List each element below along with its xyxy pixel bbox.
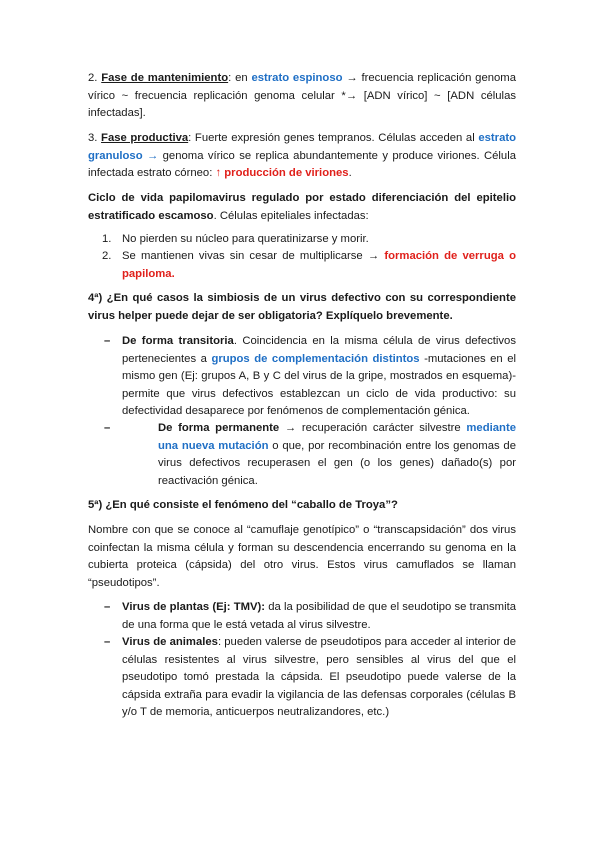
list-item xyxy=(88,599,516,635)
list-number: 1. xyxy=(102,233,112,245)
paragraph-caballo-troya: Nombre con que se conoce al “camuflaje genotípico” o “transcapsidación” dos virus coinfectan la misma célula y forman su descendencia encerrando su genoma en la cubierta proteica (cápsida) del otro virus. Estos virus camuflados se llaman “pseudotipos”. xyxy=(88,524,516,589)
text: genoma vírico se replica abundantemente y produce viriones. Célula infectada estrato córneo: xyxy=(88,149,516,180)
dash-bullet: – xyxy=(104,601,111,613)
item-number: 3. xyxy=(88,132,102,144)
text: : pueden valerse de pseudotipos para acceder al interior de células resistentes al virus silvestre, pero sensibles al virus del que el pseudotipo tomó prestada la cápsida. El pseudotipo puede valerse de la cápsida extraña para evadir la vigilancia de las defensas corporales (células B y/o T de memoria, anticuerpos neutralizandores, etc.) xyxy=(122,636,516,719)
dash-bullet: – xyxy=(104,422,111,434)
question-5: 5ª) ¿En qué consiste el fenómeno del “caballo de Troya”? xyxy=(88,499,398,511)
highlight-grupos-complementacion: grupos de complementación distintos xyxy=(211,352,420,365)
paragraph-ciclo-vida xyxy=(88,190,516,225)
term-fase-productiva: Fase productiva xyxy=(101,132,189,144)
item-number: 2. xyxy=(88,72,102,84)
text: : en xyxy=(228,72,252,84)
dash-bullet: – xyxy=(104,636,111,648)
highlight-estrato-espinoso: estrato espinoso xyxy=(251,72,343,84)
list-item xyxy=(88,248,516,284)
list-number: 2. xyxy=(102,250,112,262)
list-text xyxy=(122,333,516,421)
bold-term: Virus de animales xyxy=(122,636,218,648)
text: Se mantienen vivas sin cesar de multiplicarse → xyxy=(122,250,385,262)
list-text: No pierden su núcleo para queratinizarse y morir. xyxy=(122,233,369,245)
term-fase-mantenimiento: Fase de mantenimiento xyxy=(101,72,229,84)
text: → recuperación carácter silvestre xyxy=(279,422,467,434)
highlight-verruga: formación de verruga o papiloma. xyxy=(122,250,516,280)
text: o que, por recombinación entre los genomas de virus defectivos recuperasen el gen (o los genes) dañado(s) por reactivación génica. xyxy=(158,439,516,487)
text: da la posibilidad de que el seudotipo se transmita de una forma que le está vetada al virus silvestre. xyxy=(122,601,517,631)
highlight-estrato-granuloso: estrato granuloso → xyxy=(88,132,517,162)
list-item xyxy=(88,634,516,724)
highlight-nueva-mutacion: mediante una nueva mutación xyxy=(158,422,516,452)
paragraph-fase-mantenimiento xyxy=(88,70,516,123)
bold-statement: Ciclo de vida papilomavirus regulado por estado diferenciación del epitelio estratificado escamoso xyxy=(88,192,516,222)
text: → frecuencia replicación genoma vírico ~ frecuencia replicación genoma celular *→ [ADN vírico] ~ [ADN células infectadas]. xyxy=(88,72,516,120)
highlight-produccion-viriones: ↑ producción de viriones xyxy=(215,167,349,180)
bold-term: Virus de plantas (Ej: TMV): xyxy=(122,601,266,613)
list-text xyxy=(122,634,516,722)
text: : Fuerte expresión genes tempranos. Células acceden al xyxy=(188,132,479,144)
text: . xyxy=(348,167,352,180)
bold-term: De forma permanente xyxy=(158,422,280,434)
bold-term: De forma transitoria xyxy=(122,335,234,347)
list-text xyxy=(122,599,516,634)
text: . Células epiteliales infectadas: xyxy=(213,209,369,222)
text: . Coincidencia en la misma célula de virus defectivos pertenecientes a xyxy=(122,335,516,365)
dash-bullet: – xyxy=(104,335,111,347)
list-item xyxy=(88,420,516,490)
list-text xyxy=(122,248,516,283)
paragraph-fase-productiva xyxy=(88,130,516,183)
text: -mutaciones en el mismo gen (Ej: grupos A, B y C del virus de la gripe, mostrados en esquema)- permite que virus defectivos establezcan un ciclo de vida productivo: su defectividad desaparece por fenómenos de complementación génica. xyxy=(122,352,517,418)
list-text xyxy=(158,420,516,490)
list-item xyxy=(88,333,516,423)
question-4: 4ª) ¿En qué casos la simbiosis de un virus defectivo con su correspondiente virus helper puede dejar de ser obligatoria? Explíquelo brevemente. xyxy=(88,292,516,322)
